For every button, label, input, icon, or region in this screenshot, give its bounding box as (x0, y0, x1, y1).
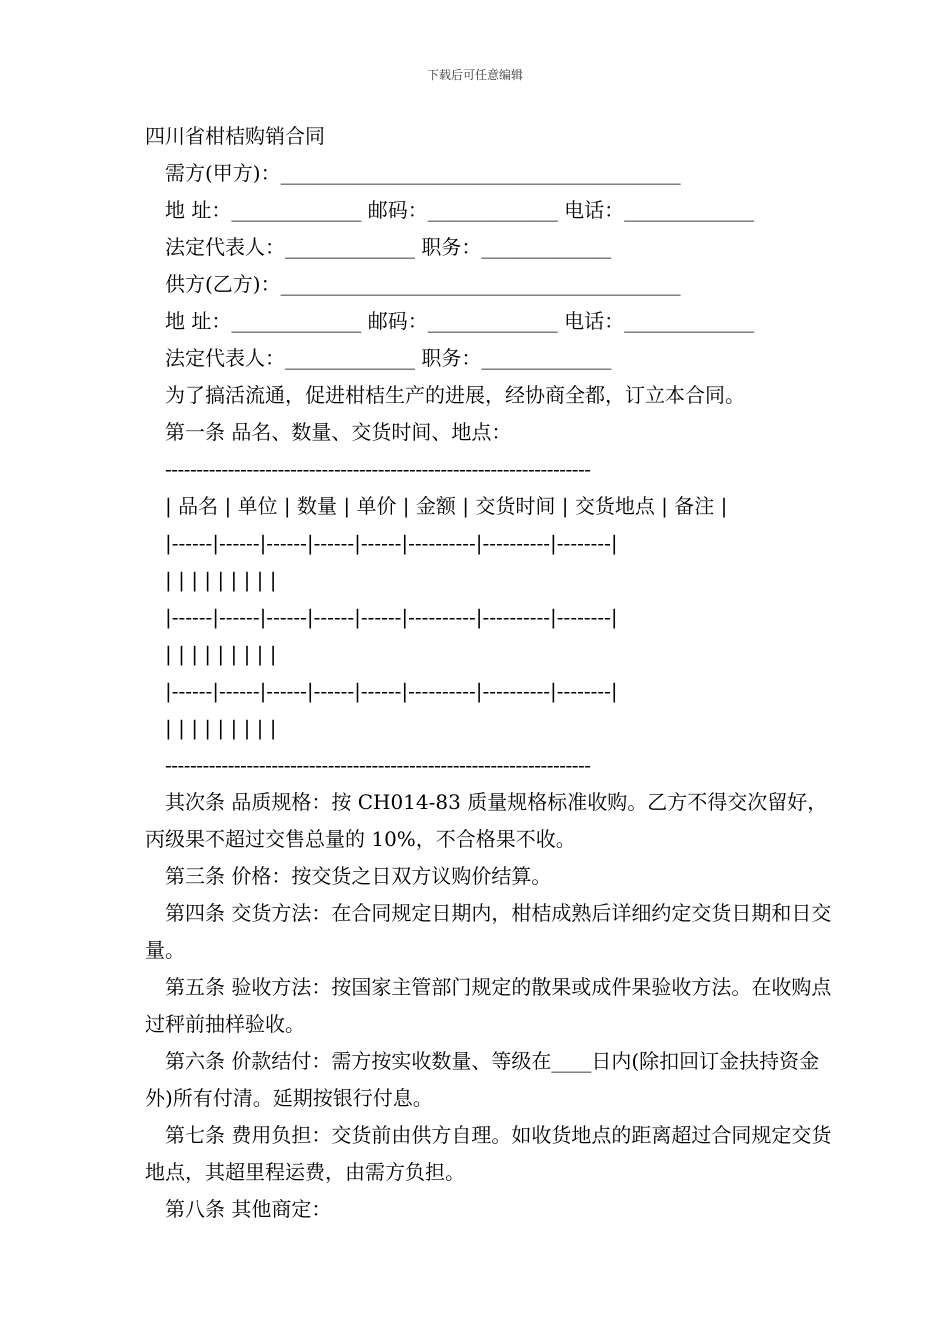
table-separator-row: |------|------|------|------|------|----------|----------|--------| (165, 531, 618, 555)
article-4: 第四条 交货方法：在合同规定日期内，柑桔成熟后详细约定交货日期和日交量。 (145, 901, 832, 962)
article-7: 第七条 费用负担：交货前由供方自理。如收货地点的距离超过合同规定交货地点，其超里程运费，由需方负担。 (145, 1123, 832, 1184)
buyer-label: 需方(甲方)： (165, 161, 281, 185)
article-3: 第三条 价格：按交货之日双方议购价结算。 (165, 864, 552, 888)
document-body (145, 118, 835, 1228)
table-top-rule: -------------------------------------------------------------------- (165, 457, 591, 481)
article-1: 第一条 品名、数量、交货时间、地点： (165, 420, 512, 444)
seller-line (145, 266, 835, 303)
table-header-row: | 品名 | 单位 | 数量 | 单价 | 金额 | 交货时间 | 交货地点 | 备注 | (165, 494, 728, 518)
table-row: | | | | | | | | | (165, 568, 277, 592)
article-2: 其次条 品质规格：按 CH014-83 质量规格标准收购。乙方不得交次留好，丙级果不超过交售总量的 10%，不合格果不收。 (145, 790, 828, 851)
seller-blank: ________________________________________ (280, 272, 681, 296)
document-title: 四川省柑桔购销合同 (145, 124, 325, 148)
article-6: 第六条 价款结付：需方按实收数量、等级在____日内(除扣回订金扶持资金外)所有付清。延期按银行付息。 (145, 1049, 820, 1110)
seller-label: 供方(乙方)： (165, 272, 281, 296)
article-8: 第八条 其他商定： (165, 1197, 332, 1221)
page-header: 下载后可任意编辑 (426, 68, 523, 82)
buyer-line (145, 155, 835, 192)
seller-address-line: 地 址：_____________ 邮码：_____________ 电话：_____________ (165, 309, 755, 333)
buyer-rep-line: 法定代表人：_____________ 职务：_____________ (165, 235, 612, 259)
table-row: | | | | | | | | | (165, 642, 277, 666)
table-separator-row: |------|------|------|------|------|----------|----------|--------| (165, 679, 618, 703)
buyer-address-line: 地 址：_____________ 邮码：_____________ 电话：_____________ (165, 198, 755, 222)
buyer-blank: ________________________________________ (280, 161, 681, 185)
table-row: | | | | | | | | | (165, 716, 277, 740)
seller-rep-line: 法定代表人：_____________ 职务：_____________ (165, 346, 612, 370)
table-separator-row: |------|------|------|------|------|----------|----------|--------| (165, 605, 618, 629)
article-5: 第五条 验收方法：按国家主管部门规定的散果或成件果验收方法。在收购点过秤前抽样验收。 (145, 975, 832, 1036)
intro-paragraph: 为了搞活流通，促进柑桔生产的进展，经协商全都，订立本合同。 (165, 383, 745, 407)
table-bottom-rule: -------------------------------------------------------------------- (165, 753, 591, 777)
